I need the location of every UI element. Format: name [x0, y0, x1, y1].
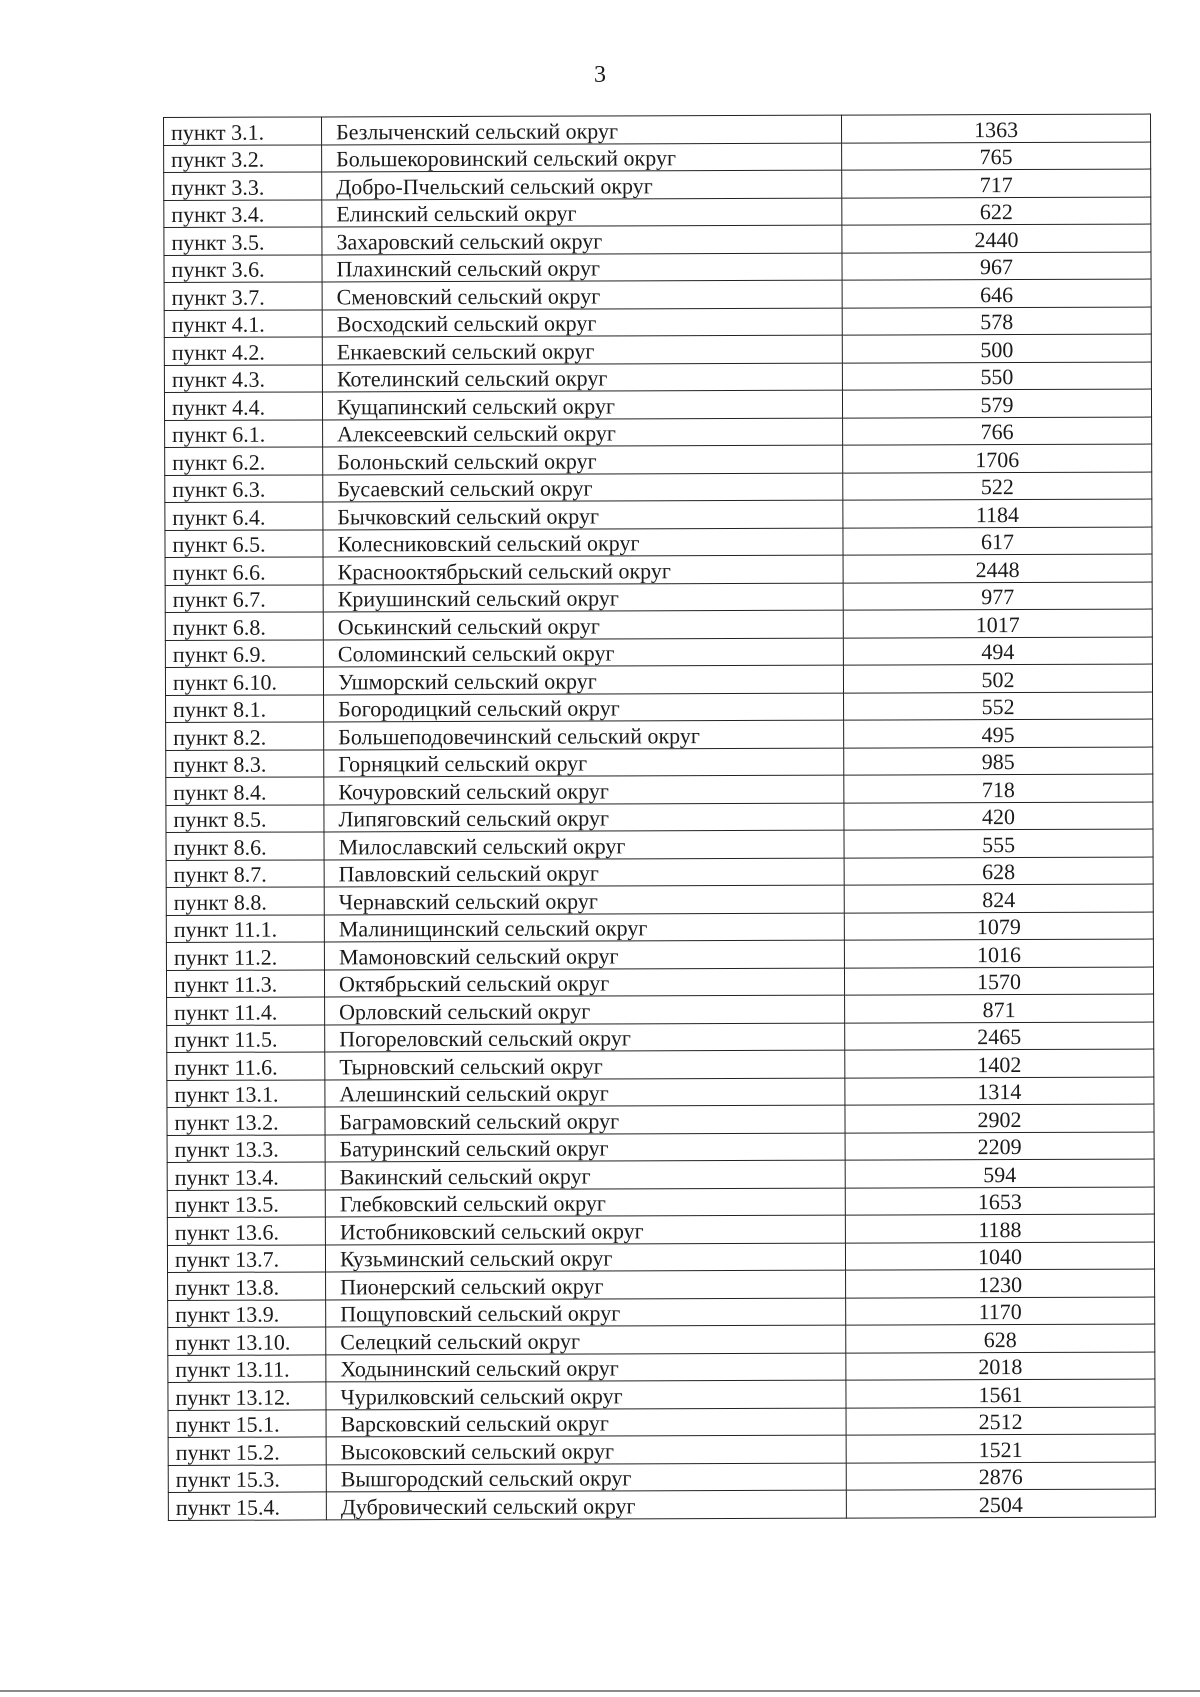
table-row	[167, 1159, 1154, 1190]
cell-value: 2876	[846, 1462, 1155, 1491]
cell-code: пункт 6.3.	[165, 474, 323, 502]
cell-code: пункт 8.4.	[166, 777, 324, 805]
cell-value: 2018	[846, 1352, 1155, 1381]
page-number: 3	[594, 62, 606, 88]
table-row	[167, 1104, 1154, 1135]
table-row	[166, 884, 1153, 915]
table-row	[166, 802, 1153, 833]
cell-code: пункт 13.7.	[167, 1244, 325, 1272]
cell-value: 1653	[845, 1187, 1154, 1216]
cell-code: пункт 6.2.	[165, 447, 323, 475]
cell-name: Орловский сельский округ	[325, 995, 845, 1024]
cell-name: Кочуровский сельский округ	[324, 775, 844, 804]
table-row	[165, 609, 1152, 640]
cell-code: пункт 6.9.	[165, 639, 323, 667]
cell-code: пункт 13.11.	[168, 1354, 326, 1382]
cell-value: 1570	[844, 967, 1153, 996]
cell-code: пункт 6.7.	[165, 584, 323, 612]
cell-name: Погореловский сельский округ	[325, 1023, 845, 1052]
cell-value: 552	[844, 692, 1153, 721]
table-row	[165, 499, 1152, 530]
table-row	[164, 279, 1151, 310]
cell-code: пункт 6.6.	[165, 557, 323, 585]
cell-name: Чернавский сельский округ	[324, 885, 844, 914]
cell-code: пункт 11.1.	[166, 914, 324, 942]
cell-name: Котелинский сельский округ	[322, 363, 842, 392]
cell-value: 824	[844, 884, 1153, 913]
cell-value: 1188	[845, 1214, 1154, 1243]
table-row	[167, 1077, 1154, 1108]
cell-name: Краснооктябрьский сельский округ	[323, 555, 843, 584]
cell-code: пункт 15.2.	[168, 1437, 326, 1465]
cell-name: Сменовский сельский округ	[322, 280, 842, 309]
cell-value: 977	[843, 582, 1152, 611]
cell-value: 1016	[844, 939, 1153, 968]
cell-value: 2448	[843, 554, 1152, 583]
cell-value: 1079	[844, 912, 1153, 941]
cell-code: пункт 3.4.	[164, 199, 322, 227]
cell-name: Ходынинский сельский округ	[326, 1353, 846, 1382]
table-row	[164, 224, 1151, 255]
table-row	[165, 554, 1152, 585]
cell-code: пункт 13.2.	[167, 1107, 325, 1135]
cell-code: пункт 3.2.	[164, 144, 322, 172]
cell-value: 578	[842, 307, 1151, 336]
cell-name: Горняцкий сельский округ	[324, 748, 844, 777]
cell-name: Пионерский сельский округ	[326, 1270, 846, 1299]
cell-name: Дубровический сельский округ	[326, 1490, 846, 1519]
cell-value: 1402	[845, 1049, 1154, 1078]
cell-value: 1017	[843, 609, 1152, 638]
cell-name: Богородицкий сельский округ	[324, 693, 844, 722]
table-row	[164, 307, 1151, 338]
table-row	[167, 1187, 1154, 1218]
cell-code: пункт 13.1.	[167, 1079, 325, 1107]
table-row	[165, 637, 1152, 668]
table-row	[167, 994, 1154, 1025]
cell-code: пункт 6.8.	[165, 612, 323, 640]
table-row	[166, 912, 1153, 943]
cell-code: пункт 3.6.	[164, 254, 322, 282]
cell-code: пункт 8.7.	[166, 859, 324, 887]
table-row	[164, 197, 1151, 228]
table-row	[167, 1214, 1154, 1245]
table-row	[168, 1462, 1155, 1493]
table-row	[166, 747, 1153, 778]
table-row	[168, 1379, 1155, 1410]
cell-name: Кущапинский сельский округ	[322, 390, 842, 419]
cell-value: 2465	[845, 1022, 1154, 1051]
table-row	[164, 169, 1151, 200]
cell-value: 1314	[845, 1077, 1154, 1106]
cell-code: пункт 15.3.	[168, 1464, 326, 1492]
table-row	[166, 774, 1153, 805]
table-row	[166, 719, 1153, 750]
cell-value: 765	[842, 142, 1151, 171]
table-row	[164, 334, 1151, 365]
table-row	[168, 1407, 1155, 1438]
cell-name: Истобниковский сельский округ	[325, 1215, 845, 1244]
table-row	[165, 582, 1152, 613]
table-row	[165, 664, 1152, 695]
cell-code: пункт 8.6.	[166, 832, 324, 860]
cell-value: 594	[845, 1159, 1154, 1188]
cell-name: Большекоровинский сельский округ	[322, 143, 842, 172]
cell-name: Восходский сельский округ	[322, 308, 842, 337]
cell-value: 967	[842, 252, 1151, 281]
table-row	[166, 692, 1153, 723]
cell-code: пункт 11.6.	[167, 1052, 325, 1080]
cell-name: Глебковский сельский округ	[325, 1188, 845, 1217]
cell-code: пункт 4.1.	[164, 309, 322, 337]
cell-name: Вышгородский сельский округ	[326, 1463, 846, 1492]
cell-code: пункт 8.3.	[166, 749, 324, 777]
cell-name: Алексеевский сельский округ	[323, 418, 843, 447]
cell-code: пункт 15.4.	[168, 1492, 326, 1520]
cell-name: Чурилковский сельский округ	[326, 1380, 846, 1409]
cell-code: пункт 3.7.	[164, 282, 322, 310]
cell-code: пункт 4.3.	[164, 364, 322, 392]
cell-name: Енкаевский сельский округ	[322, 335, 842, 364]
cell-code: пункт 6.5.	[165, 529, 323, 557]
cell-value: 628	[846, 1324, 1155, 1353]
cell-code: пункт 13.12.	[168, 1382, 326, 1410]
cell-name: Баграмовский сельский округ	[325, 1105, 845, 1134]
cell-name: Селецкий сельский округ	[326, 1325, 846, 1354]
table-row	[164, 389, 1151, 420]
cell-code: пункт 8.8.	[166, 887, 324, 915]
table-row	[168, 1489, 1155, 1520]
cell-code: пункт 3.5.	[164, 227, 322, 255]
cell-name: Бусаевский сельский округ	[323, 473, 843, 502]
cell-name: Высоковский сельский округ	[326, 1435, 846, 1464]
cell-code: пункт 13.9.	[168, 1299, 326, 1327]
cell-code: пункт 11.2.	[166, 942, 324, 970]
cell-value: 579	[842, 389, 1151, 418]
cell-name: Колесниковский сельский округ	[323, 528, 843, 557]
table-row	[167, 1242, 1154, 1273]
cell-name: Безлыченский сельский округ	[322, 115, 842, 144]
cell-code: пункт 15.1.	[168, 1409, 326, 1437]
cell-code: пункт 8.5.	[166, 804, 324, 832]
table-body	[164, 114, 1156, 1520]
cell-name: Липяговский сельский округ	[324, 803, 844, 832]
cell-value: 495	[844, 719, 1153, 748]
cell-name: Бычковский сельский округ	[323, 500, 843, 529]
table-row	[167, 1132, 1154, 1163]
table-row	[168, 1297, 1155, 1328]
table-row	[168, 1324, 1155, 1355]
cell-value: 2512	[846, 1407, 1155, 1436]
table-row	[166, 829, 1153, 860]
cell-value: 522	[843, 472, 1152, 501]
cell-name: Захаровский сельский округ	[322, 225, 842, 254]
table-row	[165, 417, 1152, 448]
cell-name: Оськинский сельский округ	[323, 610, 843, 639]
cell-code: пункт 4.4.	[164, 392, 322, 420]
page-bottom-divider	[0, 1690, 1200, 1692]
table-row	[164, 114, 1151, 145]
cell-value: 420	[844, 802, 1153, 831]
cell-value: 766	[843, 417, 1152, 446]
table-row	[164, 142, 1151, 173]
cell-value: 550	[842, 362, 1151, 391]
cell-name: Тырновский сельский округ	[325, 1050, 845, 1079]
table-row	[164, 362, 1151, 393]
cell-name: Кузьминский сельский округ	[325, 1243, 845, 1272]
cell-code: пункт 6.1.	[165, 419, 323, 447]
cell-value: 617	[843, 527, 1152, 556]
cell-code: пункт 11.4.	[167, 997, 325, 1025]
cell-value: 2504	[846, 1489, 1155, 1518]
cell-code: пункт 8.1.	[166, 694, 324, 722]
cell-value: 494	[843, 637, 1152, 666]
cell-name: Мамоновский сельский округ	[324, 940, 844, 969]
cell-value: 1184	[843, 499, 1152, 528]
cell-name: Милославский сельский округ	[324, 830, 844, 859]
table-row	[165, 527, 1152, 558]
cell-name: Павловский сельский округ	[324, 858, 844, 887]
cell-name: Пощуповский сельский округ	[326, 1298, 846, 1327]
cell-value: 555	[844, 829, 1153, 858]
table-row	[165, 472, 1152, 503]
cell-value: 1363	[841, 114, 1150, 143]
table-row	[164, 252, 1151, 283]
cell-name: Октябрьский сельский округ	[324, 968, 844, 997]
cell-value: 646	[842, 279, 1151, 308]
cell-value: 2209	[845, 1132, 1154, 1161]
cell-value: 1561	[846, 1379, 1155, 1408]
cell-name: Плахинский сельский округ	[322, 253, 842, 282]
cell-code: пункт 6.10.	[165, 667, 323, 695]
district-table	[163, 114, 1156, 1521]
cell-name: Алешинский сельский округ	[325, 1078, 845, 1107]
cell-value: 1170	[846, 1297, 1155, 1326]
cell-value: 1040	[845, 1242, 1154, 1271]
table-row	[165, 444, 1152, 475]
cell-value: 622	[842, 197, 1151, 226]
table-row	[166, 857, 1153, 888]
cell-value: 985	[844, 747, 1153, 776]
cell-code: пункт 3.1.	[164, 117, 322, 145]
cell-value: 500	[842, 334, 1151, 363]
cell-value: 2440	[842, 224, 1151, 253]
table-row	[168, 1434, 1155, 1465]
cell-code: пункт 4.2.	[164, 337, 322, 365]
cell-code: пункт 6.4.	[165, 502, 323, 530]
cell-name: Малинищинский сельский округ	[324, 913, 844, 942]
cell-name: Ушморский сельский округ	[323, 665, 843, 694]
cell-name: Добро-Пчельский сельский округ	[322, 170, 842, 199]
cell-name: Большеподовечинский сельский округ	[324, 720, 844, 749]
cell-code: пункт 11.5.	[167, 1024, 325, 1052]
cell-value: 1706	[843, 444, 1152, 473]
cell-name: Елинский сельский округ	[322, 198, 842, 227]
cell-value: 502	[843, 664, 1152, 693]
cell-value: 871	[845, 994, 1154, 1023]
cell-code: пункт 13.8.	[168, 1272, 326, 1300]
table-row	[167, 1022, 1154, 1053]
table-row	[166, 967, 1153, 998]
cell-value: 628	[844, 857, 1153, 886]
cell-name: Варсковский сельский округ	[326, 1408, 846, 1437]
cell-name: Криушинский сельский округ	[323, 583, 843, 612]
cell-code: пункт 13.5.	[167, 1189, 325, 1217]
cell-code: пункт 13.4.	[167, 1162, 325, 1190]
table-row	[168, 1352, 1155, 1383]
cell-code: пункт 8.2.	[166, 722, 324, 750]
table-row	[168, 1269, 1155, 1300]
cell-name: Батуринский сельский округ	[325, 1133, 845, 1162]
cell-code: пункт 11.3.	[166, 969, 324, 997]
cell-value: 717	[842, 169, 1151, 198]
cell-value: 1521	[846, 1434, 1155, 1463]
cell-name: Вакинский сельский округ	[325, 1160, 845, 1189]
table-row	[166, 939, 1153, 970]
cell-code: пункт 13.6.	[167, 1217, 325, 1245]
table-row	[167, 1049, 1154, 1080]
cell-code: пункт 13.3.	[167, 1134, 325, 1162]
cell-value: 1230	[846, 1269, 1155, 1298]
cell-name: Болоньский сельский округ	[323, 445, 843, 474]
cell-code: пункт 13.10.	[168, 1327, 326, 1355]
cell-value: 718	[844, 774, 1153, 803]
cell-code: пункт 3.3.	[164, 172, 322, 200]
cell-value: 2902	[845, 1104, 1154, 1133]
cell-name: Соломинский сельский округ	[323, 638, 843, 667]
